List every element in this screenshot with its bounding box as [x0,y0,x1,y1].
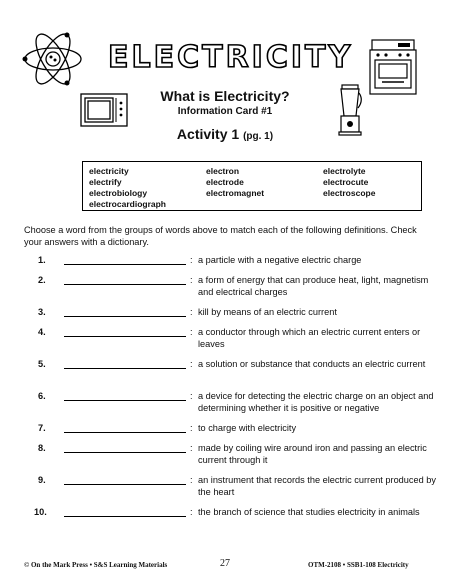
word-bank-item: electromagnet [206,188,265,198]
question-number: 6. [38,391,46,401]
answer-blank[interactable] [64,368,186,369]
section-heading: What is Electricity? [160,88,290,104]
answer-blank[interactable] [64,284,186,285]
answer-blank[interactable] [64,316,186,317]
question-definition: kill by means of an electric current [198,307,337,317]
word-bank-item: electrify [89,177,122,187]
answer-blank[interactable] [64,484,186,485]
page-title: ELECTRICITY [108,40,354,75]
answer-blank[interactable] [64,432,186,433]
activity-label: Activity 1 [176,126,240,142]
word-bank-item: electrocardiograph [89,199,166,209]
question-number: 4. [38,327,46,337]
page-number: 27 [220,558,230,569]
question-number: 3. [38,307,46,317]
question-definition: a particle with a negative electric charge [198,255,362,265]
answer-blank[interactable] [64,264,186,265]
atom-icon [20,26,86,92]
question-number: 9. [38,475,46,485]
word-bank [82,161,422,211]
question-definition: a solution or substance that conducts an electric current [198,359,426,369]
card-label: Information Card #1 [177,106,273,117]
question-definition: made by coiling wire around iron and passing an electric current through it [198,443,427,465]
answer-blank[interactable] [64,336,186,337]
question-number: 10. [34,507,47,517]
word-bank-item: electrode [206,177,244,187]
word-bank-item: electrolyte [323,166,366,176]
activity-heading [0,126,450,142]
word-bank-item: electrocute [323,177,369,187]
question-number: 5. [38,359,46,369]
word-bank-item: electricity [89,166,129,176]
question-number: 2. [38,275,46,285]
question-definition: an instrument that records the electric current produced by the heart [198,475,436,497]
answer-blank[interactable] [64,452,186,453]
answer-blank[interactable] [64,516,186,517]
question-definition: a form of energy that can produce heat, light, magnetism and electrical charges [198,275,429,297]
answer-blank[interactable] [64,400,186,401]
question-definition: a conductor through which an electric current enters or leaves [198,327,421,349]
instructions: Choose a word from the groups of words above to match each of the following definitions. Check your answers with a dictionary. [24,225,417,247]
question-number: 8. [38,443,46,453]
word-bank-item: electron [206,166,240,176]
word-bank-item: electrobiology [89,188,148,198]
activity-page: (pg. 1) [243,131,274,142]
question-number: 1. [38,255,46,265]
question-number: 7. [38,423,46,433]
question-definition: to charge with electricity [198,423,297,433]
footer-publisher: © On the Mark Press • S&S Learning Materials [24,561,168,569]
footer-code: OTM-2108 • SSB1-108 Electricity [308,561,409,569]
question-definition: the branch of science that studies electricity in animals [198,507,420,517]
question-definition: a device for detecting the electric charge on an object and determining whether it is positive or negative [198,391,434,413]
word-bank-item: electroscope [323,188,376,198]
